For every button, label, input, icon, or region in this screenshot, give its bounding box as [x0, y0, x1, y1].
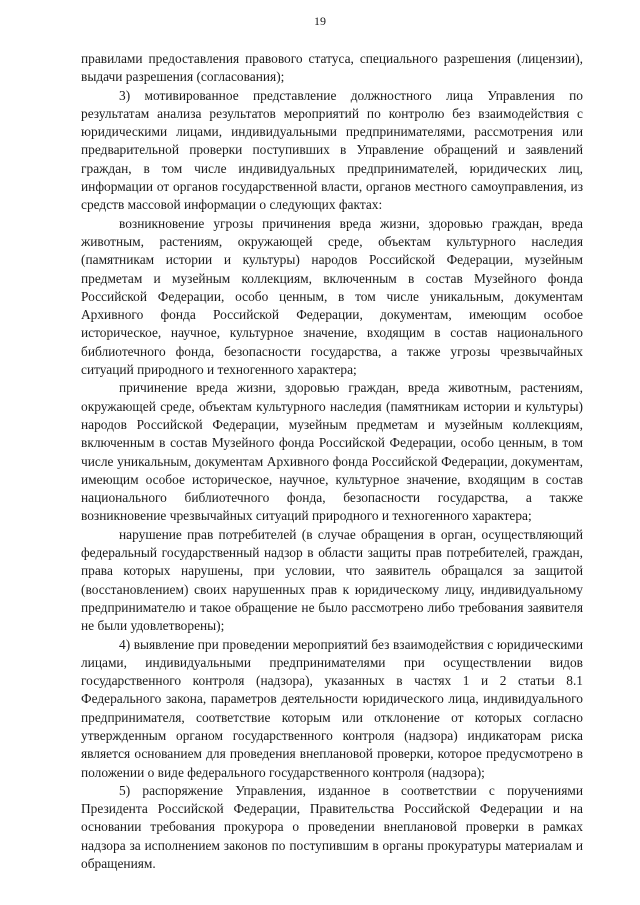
- paragraph-causing-harm: причинение вреда жизни, здоровью граждан, вреда животным, растениям, окружающей среде, объектам культурного наследия (памятникам истории и культуры) народов Российской Федерации, музейным предметам и музейным коллекциям, включенным в состав Музейного фонда Российской Федерации, особо ценным, в том числе уникальным, документам Архивного фонда Российской Федерации, документам, имеющим особое историческое, научное, культурное значение, входящим в состав национального библиотечного фонда, безопасности государства, а также возникновение чрезвычайных ситуаций природного и техногенного характера;: [81, 380, 583, 524]
- page-number: 19: [314, 14, 326, 28]
- paragraph-consumer-rights: нарушение прав потребителей (в случае обращения в орган, осуществляющий федеральный государственный надзор в области защиты прав потребителей, граждан, права которых нарушены, при условии, что заявитель обращался за защитой (восстановлением) своих нарушенных прав к юридическому лицу, индивидуальному предпринимателю и такое обращение не было рассмотрено либо требования заявителя не были удовлетворены);: [81, 526, 583, 634]
- paragraph-threat-of-harm: возникновение угрозы причинения вреда жизни, здоровью граждан, вреда животным, растениям, окружающей среде, объектам культурного наследия (памятникам истории и культуры) народов Российской Федерации, музейным предметам и музейным коллекциям, включенным в состав Музейного фонда Российской Федерации, особо ценным, в том числе уникальным, документам Архивного фонда Российской Федерации, документам, имеющим особое историческое, научное, культурное значение, входящим в состав национального библиотечного фонда, безопасности государства, а также угрозы чрезвычайных ситуаций природного и техногенного характера;: [81, 215, 583, 378]
- paragraph-item-5: 5) распоряжение Управления, изданное в соответствии с поручениями Президента Российской Федерации, Правительства Российской Федерации и на основании требования прокурора о проведении внеплановой проверки в рамках надзора за исполнением законов по поступившим в органы прокуратуры материалам и обращениям.: [81, 782, 583, 872]
- paragraph-continuation: правилами предоставления правового статуса, специального разрешения (лицензии), выдачи разрешения (согласования);: [81, 51, 583, 85]
- paragraph-item-4: 4) выявление при проведении мероприятий без взаимодействия с юридическими лицами, индивидуальными предпринимателями при осуществлении видов государственного контроля (надзора), указанных в частях 1 и 2 статьи 8.1 Федерального закона, параметров деятельности юридического лица, индивидуального предпринимателя, соответствие которым или отклонение от которых согласно утвержденным органом государственного контроля (надзора) индикаторам риска является основанием для проведения внеплановой проверки, которое предусмотрено в положении о виде федерального государственного контроля (надзора);: [81, 636, 583, 780]
- paragraph-item-3: 3) мотивированное представление должностного лица Управления по результатам анализа результатов мероприятий по контролю без взаимодействия с юридическими лицами, индивидуальными предпринимателями, рассмотрения или предварительной проверки поступивших в Управление обращений и заявлений граждан, в том числе индивидуальных предпринимателей, юридических лиц, информации от органов государственной власти, органов местного самоуправления, из средств массовой информации о следующих фактах:: [81, 87, 583, 213]
- document-body: [81, 50, 583, 873]
